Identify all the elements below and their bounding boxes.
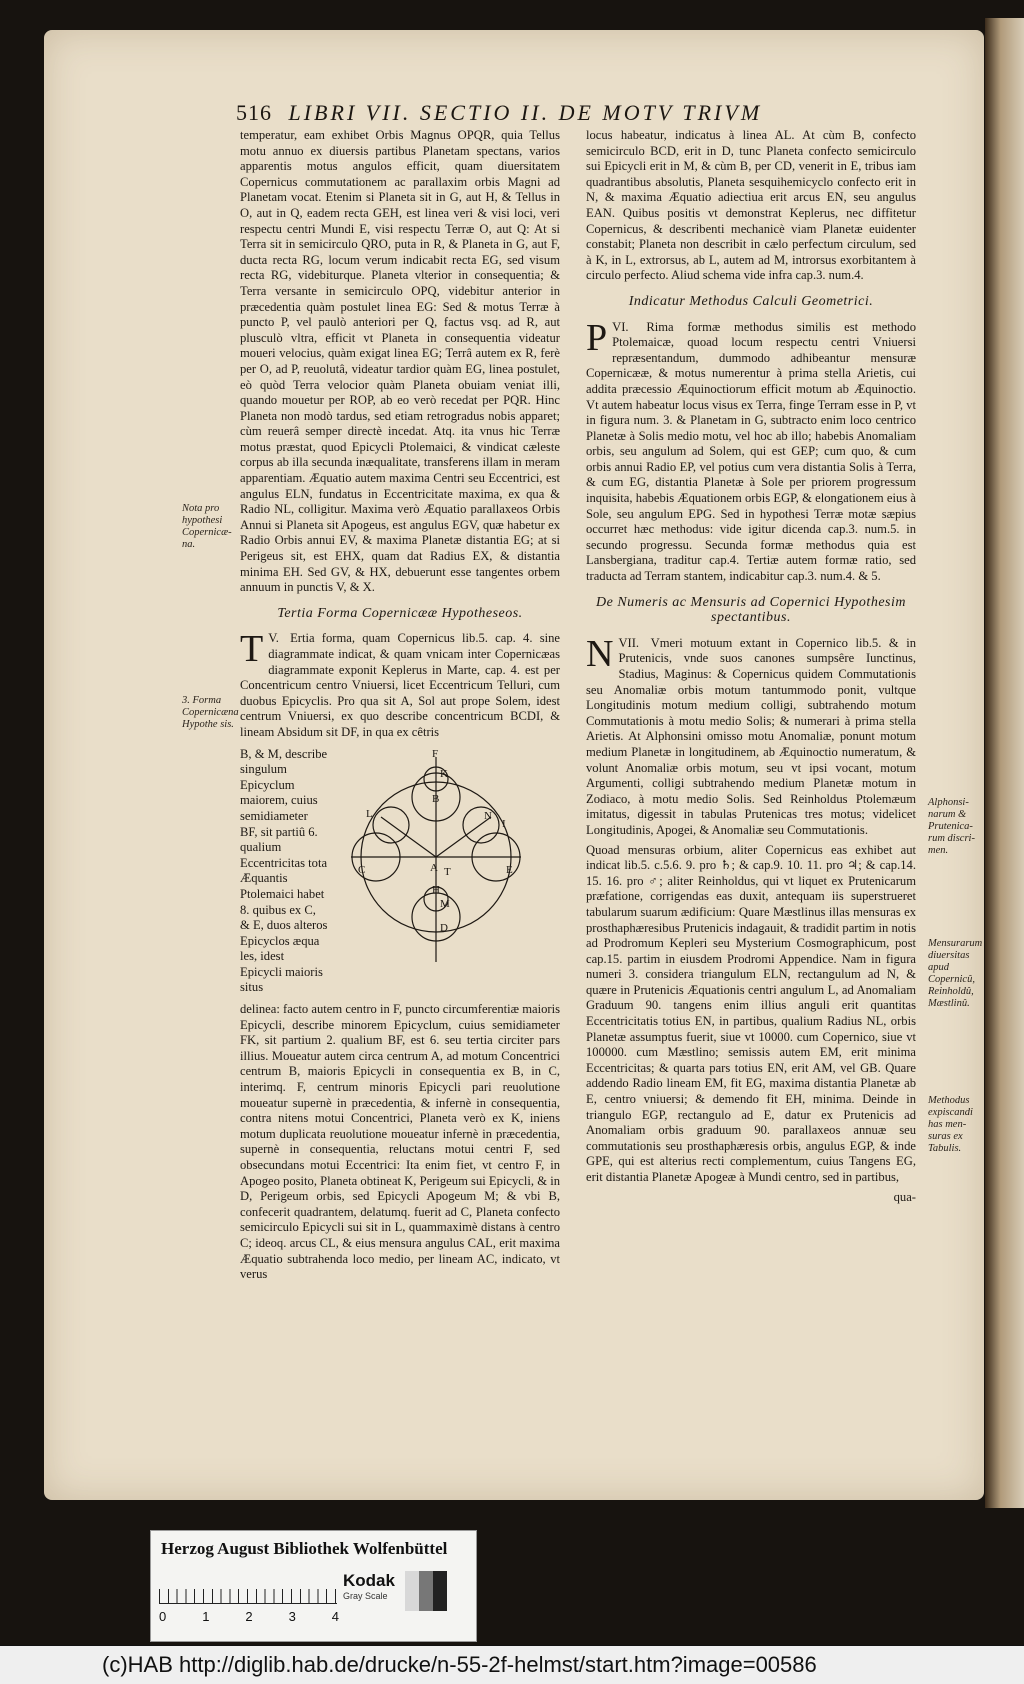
margin-note-left-2: 3. Forma Copernicæna Hypothe sis. — [182, 695, 239, 730]
paragraph-after-figure: delinea: facto autem centro in F, puncto circumferentiæ maioris Epicycli, describe minorem Epicyclum, cuius semidiameter FK, sit partium 2. qualium BF, est 6. seu tertia circiter pars illius. Moueatur autem circa centrum A, ad motum Concentrici centrum B, maioris Epicycli in consequentia ex B, in C, interimq. F, centrum minoris Epicycli pari reuolutione moueatur supernè in præcedentia, & infernè in consequentia, contra nitens motui Concentrici, Planeta verò ex K, iniens motum duplicata reuolutione moueatur infernè in præcedentia, supernè in consequentia, reluctans motui centri F, sed obsecundans motui Eccentrici: Ita enim fiet, vt centro F, in Apogeo posito, Planeta obtineat K, Perigeum sui Epicycli, & in D, Perigeum orbis, sed Epicycli Apogeum M; & vbi B, confecerit quadrantem, delatumq. fuerit ad C, Planeta confecto semicirculo Epicycli sui sit in L, quammaximè distans à centro C; ideoq. arcus CL, & eius mensura angulus CAL, erit maxima Æquatio subtrahenda loco medio, per lineam AC, indicato, vt verus — [240, 1002, 560, 1282]
kodak-logo — [343, 1571, 401, 1623]
margin-note-right-3: Methodus expiscandi has mensuras ex Tabulis. — [928, 1095, 973, 1154]
paragraph-number: VII. — [618, 635, 640, 650]
ruler-numbers — [159, 1609, 339, 1624]
ruler-number: 3 — [288, 1609, 296, 1624]
paragraph-vi — [586, 316, 916, 585]
epicycle-diagram — [336, 747, 546, 972]
diagram-label: E — [506, 863, 513, 876]
diagram-label: L — [366, 807, 373, 820]
paragraph-number: VI. — [612, 319, 629, 334]
right-column — [586, 128, 916, 1205]
library-name: Herzog August Bibliothek Wolfenbüttel — [161, 1539, 448, 1558]
paragraph-v-text: Ertia forma, quam Copernicus lib.5. cap. 4. sine diagrammate indicat, & quam vnicam inter Copernicæas diagrammate exponit Keplerus in Marte, cap. 4. est per Concentricum centro Vniuersi, licet Eccentricum Telluri, cum duobus Epicyclis. Pro qua sit A, Sol aut prope Solem, idest centrum Vniuersi, ex quo describe concentricum BCDI, & lineam Absidum sit DF, in qua ex cêtris — [240, 631, 560, 739]
gray-patch — [405, 1571, 419, 1611]
scale-ruler — [159, 1573, 337, 1604]
section-title-de-numeris: De Numeris ac Mensuris ad Copernici Hypothesim spectantibus. — [596, 594, 906, 626]
ruler-number: 4 — [331, 1609, 339, 1624]
margin-note-right-1: Alphonsinarum & Prutenicarum discrimen. — [928, 797, 975, 856]
gray-patch — [433, 1571, 447, 1611]
diagram-label: C — [358, 863, 366, 876]
gray-patch — [419, 1571, 433, 1611]
section-title-methodus: Indicatur Methodus Calculi Geometrici. — [628, 293, 874, 309]
running-head-title: LIBRI VII. SECTIO II. DE MOTV TRIVM — [288, 100, 763, 125]
diagram-label: M — [440, 897, 450, 910]
drop-cap: P — [586, 316, 608, 359]
footer-url: (c)HAB http://diglib.hab.de/drucke/n-55-2f-helmst/start.htm?image=00586 — [0, 1646, 1024, 1684]
paragraph-mensurae: Quoad mensuras orbium, aliter Copernicus eas exhibet aut indicat lib.5. c.5.6. 9. pro ♄; & cap.9. 10. 11. pro ♃; & cap.14. 15. 16. pro ♂; aliter Reinholdus, qui vt liquet ex Prutenicarum præfatione, corrigendas eas duxit, antequam iis superstrueret tabularum suarum ædificium: Quare Mæstlinus illas mensuras ex prosthaphæresibus Prutenicis indagauit, & tradidit partim in notis ad Prodromum Kepleri seu Mysterium Cosmographicum, post cap.15. partim in eiusdem Prodromi Appendice. Nam in figura numeri 3. considera triangulum ELN, rectangulum ad N, & quære in Prutenicis Æquationis centri angulum L, ad Anomaliam Graduum 90. tangens enim illius anguli erit quantitas Eccentricitatis totius EN, in partibus, qualium Radius NL, orbis Planetæ assumptus fuerit, siue vt 10000. cum Copernico, siue vt 100000. cum Mæstlino; semissis autem EM, erit minima Eccentricitas; & quarta pars totius EN, erit AM, vel GB. Quare addendo Radio lineam EM, fit EG, maxima distantia Planetæ ab E, centro vniuersi; & demendo fit EH, minima. Deinde in triangulo EGP, rectangulo ad E, datur ex Prutenicis ad Anomaliam orbis graduum 90. parallaxeos annuæ seu commutationis seu prosthaphæresis orbis, angulus EGP, & inde GPE, qui est alterius recti complementum, cuius Tangens EG, erit distantia Planetæ Apogeæ à Mundi centro, sed in partibus, — [586, 842, 916, 1184]
kodak-brand: Kodak — [343, 1571, 395, 1590]
diagram-label: H — [432, 883, 440, 896]
diagram-label: N — [484, 809, 492, 822]
ruler-number: 0 — [159, 1609, 167, 1624]
paragraph-vi-text: Rima formæ methodus similis est methodo Ptolemaicæ, quoad locum respectu centri Vniuersi repræsentandum, dummodo adhibeantur mensuræ Copernicææ, & motus numerentur à prima stella Arietis, cui addita præcessio Æquinoctiorum efficit motum ab Æquinoctio. Vt autem habeatur locus visus ex Terra, finge Terram esse in P, vt in figura num. 3. & Planetam in G, subtracto enim loco centrico Planetæ à Solis medio motu, vel hoc ab illo; habebis Anomaliam orbis, seu angulum ad Solem, qui est GEP; cum quo, & cum orbis annui Radio EP, vel potius cum vera distantia Solis à Terra, & cum EG, distantia Planetæ à Sole per priorem progressum inquisita, habebis Æquationem orbis EGP, & elongationem eius à Sole, seu angulum EPG. Sed in hypothesi Terræ motæ sæpius occurret hæc methodus: vide igitur dicenda cap.3. num.5. in secundo progressu. Secunda formæ methodus quia est Lansbergiana, traditur cap.4. Tertiæ autem formæ ratio, sed traducta ad Terram stantem, indicabitur cap.3. num.4. & 5. — [586, 319, 916, 584]
paragraph-left-top: temperatur, eam exhibet Orbis Magnus OPQR, quia Tellus motu annuo ex diuersis partibus Planetam spectans, varios apparentis motus angulos efficit, quam diuersitatem Copernicus commutationem ac parallaxim orbis Magni ad Planetam vocat. Etenim si Planeta sit in G, aut H, & Tellus in O, aut in Q, eadem recta GEH, est linea veri & visi loci, veri respectu centri Mundi E, visi respectu Terræ O, aut Q: At si Terra sit in semicirculo QRO, puta in R, & Planeta in G, aut F, ducta recta RG, locum verum indicabit recta EG, sed visum recta RG, videbiturque. Planeta vlterior in consequentia; & Terra versante in semicirculo OPQ, videbitur anterior in præcedentia quàm postulet linea EG: Sed & motus Terræ à puncto P, vel paulò anteriori per Q, factus vsq. ad R, aut plusculò vltra, efficit vt Planeta in consequentia videatur moueri velocius, quàm exigat linea EG; Terrâ autem ex R, ferè per O, ad P, reuolutâ, videatur tardior quàm EG, linea postulet, eò quòd Terra velocior quàm Planeta obuiam veniat illi, quando mouetur per ROP, ab eo verò recedat per PQR. Hinc Planeta non modò tardus, sed etiam retrogradus nobis apparet; cùm reuerâ semper directè incedat. Atq. ita vnus hic Terræ motus præstat, quod Epicycli Ptolemaici, & vindicat cæleste corpus ab illa secunda inæqualitate, transferens illam in meram apparentiam. Æquatio autem maxima Centri seu Eccentrici, est angulus ELN, fundatus in Eccentricitate maxima, ex qua & Radio NL, colligitur. Maxima verò Æquatio parallaxeos Orbis Annui si Planeta sit Apogeus, est angulus EGV, quæ habetur ex Radio Orbis annui EV, & maxima Planetæ distantia EG; at si Perigeus sit, est EHX, quam dat Radius EX, & distantia minima EH. Sed GV, & HX, debuerunt esse tangentes orbem annuum in punctis V, & X. — [240, 128, 560, 595]
running-head — [236, 100, 916, 126]
facing-page-edge — [985, 18, 1024, 1508]
gray-scale-patches — [405, 1571, 447, 1611]
paragraph-vii-text: Vmeri motuum extant in Copernico lib.5. & in Prutenicis, vnde suos canones sumpsêre Iunctinus, Stadius, Maginus: & Copernicus quidem Commutationis seu Anomaliæ orbis motum tantummodo ponit, vultque Longitudinis motum medium colligi, subtrahendo motum Commutationis à motu medio Solis; & numerari à prima stella Arietis. At Alphonsini omisso motu Anomaliæ, ponunt motum medium Planetæ in longitudinem, ab Æquinoctio numeratum, & volunt Anomaliæ orbis motum, seu vt ipsi vocant, motum Argumenti, colligi subtrahendo medium Planetæ motum in Zodiaco, à motu medio Solis. Sed Reinholdus Ptolemæum imitatus, digessit in tabulas Prutenicas tres motus; videlicet Longitudinis, Apogei, & Anomaliæ seu Commutationis. — [586, 635, 916, 837]
paragraph-number: V. — [268, 631, 279, 646]
diagram-label: K — [440, 767, 448, 780]
paragraph-v — [240, 628, 560, 740]
page-number: 516 — [236, 100, 272, 125]
diagram-label: A — [430, 861, 438, 874]
drop-cap: N — [586, 632, 614, 675]
drop-cap: T — [240, 628, 264, 671]
diagram-label: F — [432, 747, 439, 760]
library-scale-card — [150, 1530, 477, 1642]
diagram-label: D — [440, 921, 448, 934]
figure-side-text: B, & M, describe singulum Epicyclum maiorem, cuius semidiameter BF, sit partiû 6. qualium Eccentricitas tota Æquantis Ptolemaici habet 8. quibus ex C, & E, duos alteros Epicyclos æqua les, idest Epicycli maioris situs — [240, 746, 328, 995]
catchword: qua- — [893, 1189, 916, 1204]
gray-scale-label: Gray Scale — [343, 1591, 388, 1601]
figure-row — [240, 747, 560, 997]
paragraph-vii — [586, 632, 916, 839]
diagram-label: B — [432, 792, 440, 805]
diagram-label: I — [502, 817, 506, 830]
paragraph-right-top: locus habeatur, indicatus à linea AL. At cùm B, confecto semicirculo BCD, erit in D, tunc Planeta confecto semicirculo sui Epicycli erit in M, & cùm B, per CD, venerit in E, tribus iam quadrantibus absolutis, Planeta sesquihemicyclo confecto erit in N, & maxima Æquatio adiectiua erit arcus EN, seu angulus EAN. Quibus positis vt demonstrat Keplerus, nec diffitetur Copernicus, & describenti mechanicè viam Planetæ euidenter constabit; Planeta non describit in cælo perfectum circulum, sed à K, in L, extrorsus, ab L, autem ad M, introrsus exorbitantem à circulo perfecto. Aliud schema vide infra cap.3. num.4. — [586, 128, 916, 283]
margin-note-right-2: Mensurarum diuersitas apud Copernicû, Reinholdû, Mæstlinû. — [928, 938, 983, 1009]
left-column — [240, 128, 560, 1287]
ruler-number: 2 — [245, 1609, 253, 1624]
ruler-number: 1 — [202, 1609, 210, 1624]
diagram-label: T — [444, 865, 451, 878]
section-title-tertia-forma: Tertia Forma Copernicææ Hypotheseos. — [277, 605, 523, 621]
margin-note-left-1: Nota pro hypothesi Copernicæna. — [182, 503, 232, 550]
